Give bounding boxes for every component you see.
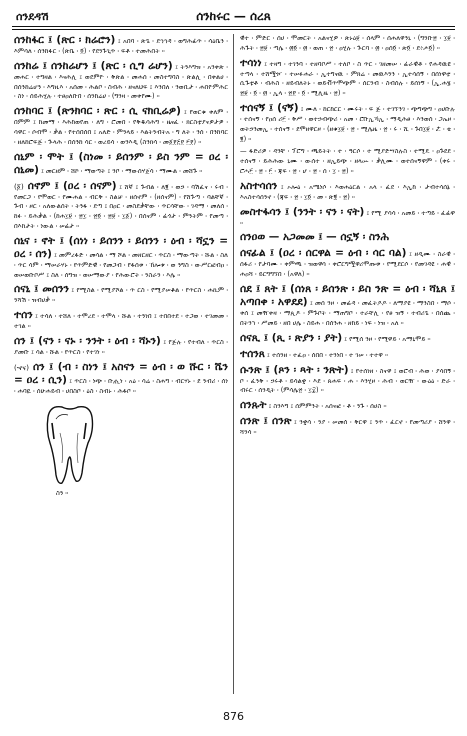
dictionary-entry [240, 34, 455, 54]
entry-headword: ሰኒና ፡ ኖት ፤ (ሰነነ ፡ ይሰንን ፡ ይሰንን ፡ ዕብ ፡ ሻኗን = ዐረ ፡ ሰን) [14, 234, 228, 260]
entry-definition: ፤ ትንእግዝ ፡ አንቀጽ ፡ መሐር ፡ ተግዛል ፡ እናሕሊ ፤ ወደምዮ ፡ ቅጽል ፡ መሐሰ ፡ መስተግባስ ፡ ጽልሊ ፡ በቀልሀ ፡ በሰንከሬሆን ፡ እግዚእ ፡ አሰመ ፡ ሕልቦ ፡ ስብሕ ፡ ዘናለህፍ ፤ እንበለ ፡ ንወቢታ ፡ ሐበዮምሕር ፡ ስነ ፡ ሰይሕሂሉ ፡ ተፀዐለቡበ ፡ ሰንከሬሀ ፡ (ግንዛ ፡ መቀየሙ) ። [14, 62, 228, 101]
dictionary-entry [240, 57, 455, 99]
entry-headword: ሰኒም ፡ ሞት ፤ (ስነመ ፡ ይሰንም ፡ ይስ ንም = ዐረ ፡ ሰኒመ) [14, 150, 228, 176]
dictionary-entry [240, 399, 455, 412]
entry-definition: ዊተ ፡ ምድር ፡ ሰሀ ፡ ሞመርት ፡ አልናሂዎ ፡ ጽኑዕ፱ ፡ ሰላም ፡ ሰሐለዋንኒ ፡ (ግንቡ፳ ፡ ፲፱ ፡ ሕጉት ፡ ፳፱ ፡ ጣሌ ፡ ፴፬ ፡ ፴ ፡ ወጠ ፡ ፳ ፡ ዐሂሉ ፡ ጕርባ ፡ ፴ ፡ ዐሰ፬ ፡ ጵ፬ ፡ ደ፥ሖ፬) ። [240, 34, 455, 52]
dictionary-entry [240, 147, 455, 176]
entry-definition: ፤ የሚስል ፡ የሚያሾል ፡ ጥ ርስ ፡ የሚያሠቆል ፡ የጥርስ ፡ ሐኪም ፡ ንሻሽ ፡ ዝብሀቃ ። [14, 286, 228, 305]
entry-definition: ፤ ኦሎዕ ፡ አሜነሶ ፡ እወሐዕርል ፡ አላ ፡ ፈደ ፡ እኢከ ፡ ታብተሳሰኔ ፡ እአስተሳሰንኖ ፡ (ጃፍ ፡ ፳ ፡ ፲፬ ፡ መ ፡ ጽ፪ ፡ ፳) ። [240, 182, 455, 201]
dictionary-entry [14, 335, 228, 358]
header-title: ሰንከሩር — ሰረጸ [196, 9, 271, 23]
entry-definition: ፤ ስንእግ ፤ ሰምምንት ፡ አሰናፎ ፡ ቶ ፡ ንጉ ፡ ሰሀስ ። [268, 402, 387, 411]
header-left-word: ሰንደዳሽ [16, 10, 49, 23]
entry-headword: ሰንከሬ ፤ ሰንከሬሆን ፤ (ጽር ፡ ሲግ ሬሆን) [14, 59, 173, 72]
dictionary-entry [240, 102, 455, 144]
entry-definition: ፤ የሚሰ ንዞ ፡ የሚዋይ ፡ አማኒሞይ ። [344, 334, 431, 343]
entry-headword: ተሰን [14, 309, 33, 322]
tooth-illustration [14, 403, 228, 498]
dictionary-entry [14, 235, 228, 281]
entry-definition: ፤ አበባ ፡ ጽጌ ፡ ደኅኅዳ ፡ ወግሕፊጥ ፡ ሳዕቤን ፡ እምሳለ ፡ ሰንከፋር ፡ (ጽቤ ፡ ፬) ፡ የደንጉጊጥ ፡ ፍቶ ፡ ተመሕበት ። [14, 37, 228, 55]
left-column [14, 34, 228, 694]
tooth-caption: ስን ። [56, 488, 69, 497]
entry-headword: ሰንከፋር ፤ (ጽር ፡ ክሬሮን) [14, 34, 116, 46]
entry-headword: ሰንጽ ፤ ሰንጽ [240, 415, 292, 428]
entry-definition: ፤ የሚ ያሳሳ ፡ አመይ ፡ ተጣይ ፡ ፈፊዋ ። [240, 208, 455, 227]
entry-definition: ፤ ሙለ ፡ ከርከርር ፡ ሙሩት ፡ ፍ ጅ ፡ ተገኘንገ ፡ ጭግጭግ ፡ ዐሀቡሉ ፡ ተሰናኝ ፡ የዐሰ ሪ፫ ፡ ቅሥ ፡ ወተኃብጭሪ ፡ አመ ፡ ሮቡኢኻኢ ፡ ማዲሕፀ ፡ እንወሰ ፡ ጋኤዞ ፡ ወትኃንመኢ ፡ ተሰናኝ ፡ ደሞዘዋርዞ ፡ (ዘቁ፲፱ ፡ ፳ ፡ ሚሌዜ ፡ ፳ ፡ ሩ ፡ ሺ ፡ ጉበ፲፱ ፡ ሯ ፡ ቴ ፡ ፪) ። [240, 104, 455, 143]
entry-definition: ፤ የተሰነዘ ፡ ስናዋ ፤ ወሮብ ፡ ሕወ ፡ ያሳበኝ ፡ ቦ ፡ ፈንቅ ፡ ኃሩቶ ፡ ይሳልቋ ፡ እደ ፡ ጸሐፍ ፡ ሐ ፡ እንሂዞ ፡ ሕብ ፡ ወርዥ ፡ ውዕዕ ፡ ድራ ፡ ብሩር ፡ ሰንዲት ፡ (ምሳሌ፳ ፡ ፲፰) ። [240, 366, 455, 395]
entry-headword: ተሳነነ [240, 56, 262, 69]
entry-definition: ፤ ተዛግ ፡ ተገንባ ፡ ተዘባቦሥ ፡ ተለቦ ፡ ስ ጥር ፡ ገዘመሠ ፡ ፊራዊቶ ፡ የሐዳዉዩ ፡ ተጣላ ፡ ተሸሟዦ ፡ ተሠፉሐራ ፡ ኢተግናዉ ፡ ምክሬ ፡ መዉእንን ፡ ኢተሳሰኝ ፡ በሰነዋቲ ፡ ሲጉቲቶ ፡ ብሕስ ፡ ዘይብለትኑ ፡ ወይቭጥሞጭም ፡ ሰርንብ ፡ ስብሰሉ ፡ ይሰነኝ ፡ (ኢ.ሐ፮ ፡ ፳፱ ፡ ፬ ፡ ፴ ፡ ኢላ ፡ ፳፻ ፡ ፬ ፡ ሚሊዜ ፡ ፳) ። [240, 59, 455, 98]
entry-definition: ፤ ተሳለ ፡ ተሸለ ፡ ተሞረደ ፡ ተሞላ ፡ ሹል ፡ ተንነበ ፤ ተበበተደ ፡ ተጋወ ፡ ተገመመ ፡ ተገል ። [14, 312, 228, 331]
entry-number: (፩) [14, 182, 24, 191]
dictionary-entry [240, 206, 455, 229]
dictionary-entry [14, 309, 228, 332]
dictionary-entry [14, 60, 228, 102]
entry-definition: ፤ ሸኛ ፤ ጉብል ፡ ለ፪ ፡ ወኃ ፡ ባሽፈና ፡ ሩብ ፡ የመርጋ ፡ የሞወር ፡ የሙሐል ፡ ብርቅ ፡ ስልቻ ፡ ዘሰኖም ፡ (ዘሰናም) ፡ የሸጉጣ ፡ ባልቸኛ ፡ ጉብ ፡ ዞር ፡ አለውልሰት ፡ ትንፋ ፡ ደጣ ፤ በዐር ፡ መስደቃቸው ፡ ጥርሳቸው ፡ ገዳማ ፡ መለሰ ፡ ከፉ ፡ ይሕቃል ፡ (ከሐ፲፱ ፡ ፳፲ ፡ ፳፬ ፡ ፳፱ ፡ ፲፩) ፡ በሰናም ፡ ፊጎታ ፡ ምንትም ፡ የመጣ ፡ በእከታት ፡ ነውል ፡ ሠፊታ ። [14, 182, 228, 230]
entry-headword: ተሰናኝ ፤ (ናኝ) [240, 101, 299, 114]
column-divider [233, 34, 234, 694]
entry-headword: ሰንዐወ — አጋመመ ፤ — ሰኗኝ ፡ ስንሕ [240, 231, 390, 244]
entry-headword: ሰኖም ፤ (ዐረ ፡ ሰናም) [27, 179, 117, 192]
dictionary-entry [240, 332, 455, 345]
page-number: 876 [223, 710, 244, 723]
dictionary-entry [240, 283, 455, 329]
header-rule-thin [12, 29, 455, 30]
dictionary-entry [14, 151, 228, 177]
dictionary-entry [240, 348, 455, 361]
entry-definition: ፤ ጥርስ ፡ ነጭ ፡ ቡሒነ ፡ አዕ ፡ ሳሬ ፡ ስሐግ ፡ ብርሃኑ ፡ ደ ንብሪ ፡ ሰነ ፡ ሐባዪ ፡ ሰሁሐይብ ፡ ሀበስቦ ፡ ዕስ ፡ ስብኑ ፡ ሕፋቦ ። [14, 376, 228, 395]
entry-headword: ሰናፊል ፤ (ዐረ ፡ ሰርዋል = ዕብ ፡ ሳር ባል) [240, 247, 407, 260]
dictionary-entry [240, 180, 455, 203]
entry-definition: ፤ መሰ ንዞ ፡ መፊዳ ፡ መፈትዶዶ ፡ ለማያዩ ፡ ማንስበ ፡ ማሶ ፡ ቀሰ ፤ መዥቀዛ ፡ ማጲዶ ፡ ምጉቦት ፡ ማጠግቦ ፡ ተራቸሊ ፡ የፀ ዝኝ ፡ ተብሪጌ ፡ በሰጨ ፡ በትንኀ ፡ ሥመይ ፡ ዘበ ሀሌ ፡ ስይሐ ፡ በሰንሐ ፡ ዘከይ ፡ ነፍ ፡ ነዝ ፡ አለ ። [240, 298, 455, 327]
entry-headword: መስተፋሳን ፤ (ንንት ፡ ናን ፡ ናት) [240, 205, 365, 218]
dictionary-entry [14, 105, 228, 147]
dictionary-entry [240, 231, 455, 244]
entry-definition: ፤ መምረፋድ ፡ መሳል ፡ ማ ሾል ፡ መዘርዘር ፡ ጥርስ ፡ ማውጣት ፡ ሹል ፡ ስለ ፡ ጥር ሳም ፡ ማሠራሃኑ ፡ የጥምድዊ ፡ የመጋብ ፡ የፋሰቱ ፡ ኸሎቱ ፡ ወ ንግስ ፡ ውሥርፎብዐ ፡ ወሠወቡቦሥ ፤ ስለ ፡ ሰግዝ ፡ ወሠማውያ ፡ የሕውሮት ፡ ንስራን ፡ እሌ ። [14, 250, 228, 279]
entry-headword: ሰንጹት [240, 399, 267, 412]
dictionary-entry [240, 247, 455, 280]
dictionary-entry [14, 283, 228, 306]
dictionary-entry [240, 364, 455, 397]
dictionary-entry [240, 415, 455, 438]
entry-headword: ሰን ፤ (ብ ፡ ስነን ፤ አስናን = ዕብ ፡ ወ ሹር ፡ ሼን = ዐረ ፡ ሲን) [14, 360, 228, 386]
entry-definition: ፤ ንቋሳ ፡ ንያ ፡ ሠመሰ ፡ ቅርዋ ፤ ንጥ ፡ ፈርኖ ፡ የመጣሪያ ፡ ሸንዋ ፡ ሻንሳ ። [240, 418, 455, 437]
entry-headword: ሰንከባር ፤ (ጽንክባር ፡ ጽር ፡ ሲ ናክቢሬዎ) [14, 105, 181, 118]
entry-definition: ፤ መርዘም ፡ ሸኮ ፡ ማወጣት ፤ ንቦ ፡ ማውሰሃጀሳ ፡ ማሙል ፡ መሸጉ ። [41, 166, 203, 175]
entry-definition: ፤ ተሰንዘ ፡ ተፈዐ ፡ ሰበበ ፡ ተንነበ ፡ ተ ገሠ ፡ ተተዋ ። [267, 350, 389, 359]
entry-headword: አስተሳሰን [240, 179, 278, 192]
entry-definition: — ፋድሪዎ ፡ ዳንቸ ፡ ፕሮግ ፡ ጫይትት ፡ ተ ፡ ዓርሶ ፡ ተ ሚያድሣስሉስ ፡ ተሚዴ ፡ ዐጉደደ ፡ ተሰናኝ ፡ ይሕሕው ኒሙ ፡ ውሰተ ፡ ዘኢይጭ ፡ ዘላሡ ፡ ቃሊሙ ፡ ወተሰናኝዋም ፡ (ቀሩ ፡ ሮሓ፫ ፡ ፳ ፡ ፫ ፡ ጃፍ ፡ ፳ ፡ ሆ ፡ ፳ ፡ ሰ ፡ ፲ ፡ ፳) ። [240, 147, 455, 175]
entry-headword: ሰደ ፤ ጸት ፤ (ሰነጸ ፡ ይሰንጽ ፡ ይስ ንጽ = ዕብ ፡ ሻኒጸ ፤ አጣበቀ ፡ አዋደደ) [240, 282, 455, 308]
dictionary-entry [14, 180, 228, 232]
entry-definition: ፤ የጅሉ ፡ የተብለ ፡ ጥርስ ፡ ያመቡ ፤ ሳል ፡ ሹል ፡ የጥርስ ፡ የተገነ ። [14, 337, 228, 356]
entry-definition: ፤ የወርቁ ቀለም ፡ በምም ፤ ከመማ ፡ እሕከወየጠ ፡ ለግ ፡ ሮመበ ፡ የቅዱሳሕግ ፡ ዜናፈ ፡ ክርስቲያናዎታዎ ፡ ሳዋር ፡ ሶብሞ ፡ ቃል ፡ የተሰበሰበ ፤ አለድ ፡ ምንላይ ፡ እልትንብትአ ፡ ግ ለት ፡ ንሰ ፡ በንከባር ፡ ዘለከሮፍጅ ፡ ጕላሕ ፡ በሰንከ ሳር ፡ ወረይሳ ፡ ወንእዲ (ስንክሳ ፡ መ፩፻፭፻ ፫፻) ። [14, 108, 228, 146]
header-rule [12, 26, 455, 27]
entry-headword: ሰናጺ ፤ (ጺ ፡ ጽያን ፡ ያት) [240, 331, 343, 344]
entry-headword: ሰን ፤ (ናን ፡ ናኑ ፡ ንንት ፡ ዕብ ፡ ሻኑን) [14, 334, 161, 347]
entry-headword: ሰናኒ ፤ መሰንን [14, 283, 70, 296]
entry-headword: ተሰንጸ [240, 347, 265, 360]
entry-headword: ሱንጽ ፤ (ጾን ፡ ጻት ፡ ንጽት) [240, 363, 349, 376]
right-column [240, 34, 455, 694]
tooth-icon [38, 403, 102, 487]
entry-definition: ፤ ዘዲሙ ፡ ስራዊ ፡ ሰፋሪ ፡ የታባሙ ፡ ቀምጫ ፡ ዝወዋሳ ፡ ቀሮርግሟዋሪሞጡቱ ፡ የሚደርሶ ፡ የመገዳዩ ፡ ሐዊ ፡ ሐዐሻ ፡ ይርግግኘበ ፡ (አዋለ) ። [240, 250, 455, 279]
entry-number: (ኆና) [14, 363, 29, 372]
dictionary-entry [14, 361, 228, 397]
dictionary-entry [14, 34, 228, 57]
